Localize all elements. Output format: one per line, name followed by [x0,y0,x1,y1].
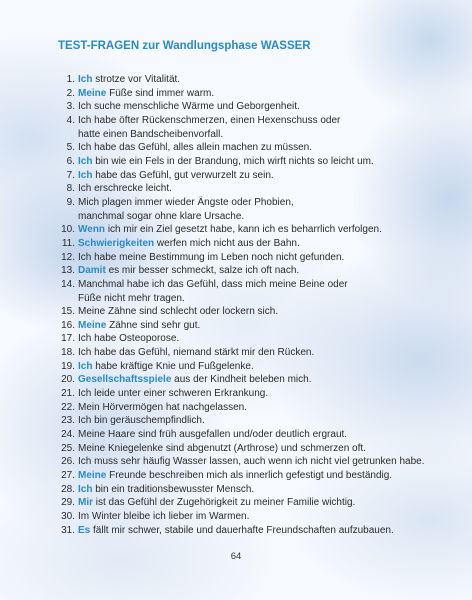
question-text [78,278,438,305]
question-item [58,264,438,278]
question-body: ich mir ein Ziel gesetzt habe, kann ich es beharrlich verfolgen. [105,224,382,236]
question-body: fällt mir schwer, stabile und dauerhafte Freundschaften aufzubauen. [90,524,394,536]
question-text [78,346,438,360]
question-text [78,305,438,319]
question-number: 18. [61,347,75,359]
question-highlight: Schwierigkeiten [78,237,155,249]
question-item [58,510,438,524]
question-body: Ich leide unter einer schweren Erkrankung. [78,388,269,400]
question-number: 16. [61,319,75,331]
question-number: 25. [61,442,75,454]
question-number: 29. [61,497,75,509]
question-item [58,87,438,101]
question-body: Meine Kniegelenke sind abgenutzt (Arthrose) und schmerzen oft. [78,442,366,454]
question-highlight: Gesellschaftsspiele [78,374,172,386]
question-number: 17. [61,333,75,345]
question-text [78,510,438,524]
question-text [78,319,438,333]
question-text [78,483,438,497]
question-number: 30. [61,511,75,522]
question-highlight: Meine [78,87,107,99]
question-text [78,100,438,114]
question-item [58,360,438,374]
question-body: ist das Gefühl der Zugehörigkeit zu meiner Familie wichtig. [93,497,356,509]
question-body: Mich plagen immer wieder Ängste oder Phobien, manchmal sogar ohne klare Ursache. [78,196,294,222]
question-body: strotze vor Vitalität. [92,74,181,85]
question-body: Ich habe Osteoporose. [78,333,180,345]
question-item [58,414,438,428]
question-item [58,496,438,510]
question-body: Meine Haare sind früh ausgefallen und/oder deutlich ergraut. [78,429,348,441]
question-number: 3. [66,101,75,113]
question-number: 23. [61,415,75,427]
question-body: es mir besser schmeckt, salze ich oft nach. [105,265,300,277]
question-item [58,114,438,141]
page-number: 64 [230,551,242,562]
question-text [78,332,438,346]
question-number: 4. [66,114,75,126]
question-text [78,414,438,428]
question-number: 24. [61,429,75,441]
question-text [78,264,438,278]
question-body: Füße sind immer warm. [106,87,215,99]
question-number: 21. [61,388,75,400]
question-text [78,428,438,442]
question-text [78,155,438,169]
question-item [58,73,438,87]
question-item [58,319,438,333]
question-number: 22. [61,401,75,413]
page-heading: TEST-FRAGEN zur Wandlungsphase WASSER [58,40,311,52]
question-item [58,251,438,265]
question-number: 6. [66,155,75,167]
question-highlight: Damit [78,265,106,277]
question-text [78,524,438,538]
question-body: habe das Gefühl, gut verwurzelt zu sein. [92,169,274,181]
question-item [58,442,438,456]
question-item [58,100,438,114]
question-number: 5. [66,142,75,154]
question-text [78,196,438,223]
question-body: Im Winter bleibe ich lieber im Warmen. [78,511,250,522]
question-item [58,155,438,169]
question-text [78,87,438,101]
question-text [78,237,438,251]
question-item [58,373,438,387]
question-text [78,373,438,387]
question-item [58,278,438,305]
question-highlight: Wenn [78,224,106,236]
question-item [58,169,438,183]
question-highlight: Ich [78,74,93,85]
question-text [78,141,438,155]
question-text [78,401,438,415]
question-body: habe kräftige Knie und Fußgelenke. [92,360,254,372]
question-number: 28. [61,483,75,495]
question-text [78,387,438,401]
question-number: 7. [66,169,75,181]
question-body: werfen mich nicht aus der Bahn. [154,237,300,249]
question-text [78,251,438,265]
question-highlight: Mir [78,497,93,509]
question-body: Manchmal habe ich das Gefühl, dass mich meine Beine oder Füße nicht mehr tragen. [78,278,348,304]
question-item [58,237,438,251]
question-body: Ich habe das Gefühl, niemand stärkt mir den Rücken. [78,347,315,359]
question-text [78,360,438,374]
question-item [58,387,438,401]
question-body: Zähne sind sehr gut. [106,319,201,331]
question-number: 10. [61,224,75,236]
question-body: Ich habe das Gefühl, alles allein machen zu müssen. [78,142,313,154]
question-number: 31. [61,524,75,536]
question-body: Ich habe meine Bestimmung im Leben noch nicht gefunden. [78,251,345,263]
question-highlight: Meine [78,319,107,331]
question-body: Ich bin geräuschempfindlich. [78,415,205,427]
question-highlight: Ich [78,169,93,181]
question-item [58,332,438,346]
question-number: 19. [61,360,75,372]
page-content [58,40,438,537]
question-highlight: Ich [78,155,93,167]
question-body: Ich suche menschliche Wärme und Geborgenheit. [78,101,300,113]
question-item [58,455,438,469]
question-number: 15. [61,306,75,318]
question-number: 2. [66,87,75,99]
question-text [78,469,438,483]
question-item [58,141,438,155]
question-item [58,524,438,538]
question-number: 12. [61,251,75,263]
question-number: 14. [61,278,75,290]
question-item [58,223,438,237]
question-body: Ich habe öfter Rückenschmerzen, einen Hexenschuss oder hatte einen Bandscheibenvorfall. [78,114,341,140]
question-number: 9. [66,196,75,208]
question-text [78,442,438,456]
question-text [78,182,438,196]
question-text [78,169,438,183]
question-text [78,223,438,237]
question-item [58,401,438,415]
question-item [58,428,438,442]
question-text [78,73,438,87]
question-item [58,196,438,223]
question-body: Ich muss sehr häufig Wasser lassen, auch wenn ich nicht viel getrunken habe. [78,456,425,468]
question-number: 11. [61,237,75,249]
question-highlight: Es [78,524,91,536]
question-number: 13. [61,265,75,277]
question-number: 27. [61,470,75,482]
question-body: Meine Zähne sind schlecht oder lockern sich. [78,306,279,318]
question-number: 20. [61,374,75,386]
question-text [78,496,438,510]
question-item [58,305,438,319]
question-number: 1. [66,74,75,85]
question-body: aus der Kindheit beleben mich. [171,374,312,386]
question-number: 8. [66,183,75,195]
question-body: bin wie ein Fels in der Brandung, mich wirft nichts so leicht um. [92,155,374,167]
question-highlight: Ich [78,360,93,372]
question-item [58,483,438,497]
question-body: bin ein traditionsbewusster Mensch. [92,483,255,495]
question-number: 26. [61,456,75,468]
question-item [58,346,438,360]
question-item [58,182,438,196]
question-text [78,455,438,469]
question-list [58,73,438,537]
question-body: Mein Hörvermögen hat nachgelassen. [78,401,247,413]
question-body: Ich erschrecke leicht. [78,183,172,195]
question-highlight: Meine [78,470,107,482]
question-text [78,114,438,141]
question-body: Freunde beschreiben mich als innerlich gefestigt und beständig. [106,470,393,482]
question-highlight: Ich [78,483,93,495]
question-item [58,469,438,483]
